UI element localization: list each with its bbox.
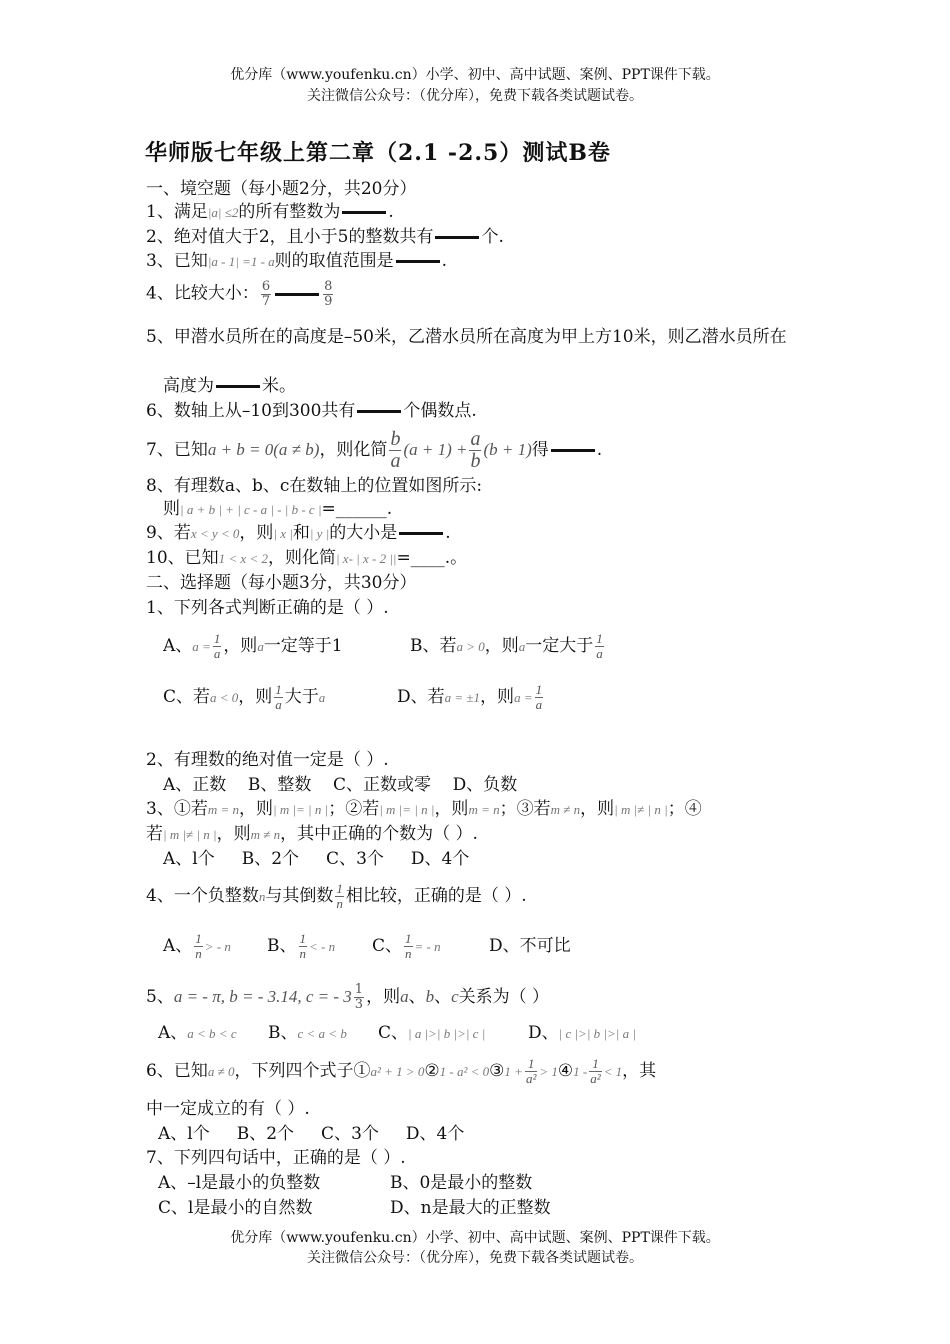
choice-q2-options: A、正数 B、整数 C、正数或零 D、负数 — [163, 775, 518, 795]
q9-text-e: . — [445, 523, 451, 543]
q2-text-a: 2、绝对值大于2，且小于5的整数共有 — [146, 227, 434, 247]
fill-question-2 — [146, 226, 504, 248]
q7-fraction-1: $\frac{b}{a}$ — [390, 428, 401, 472]
choice-question-7-stem: 7、下列四句话中，正确的是（ ）. — [146, 1148, 406, 1168]
choice-question-6-line-2: 中一定成立的有（ ）. — [146, 1099, 310, 1119]
fill-question-3 — [146, 250, 447, 273]
choice-q4-option-d: D、不可比 — [489, 936, 571, 956]
q3-text-a: 3、已知 — [146, 251, 208, 271]
q10-text-c: =____.。 — [396, 548, 468, 568]
fill-question-5: 5、甲潜水员所在的高度是–50米，乙潜水员所在高度为甲上方10米，则乙潜水员所在 — [146, 327, 787, 347]
q1b-fraction: $\frac{1}{a}$ — [596, 631, 603, 661]
q5-fraction: $\frac{1}{3}$ — [354, 982, 364, 1012]
q4-fraction-1: $\frac{6}{7}$ — [261, 279, 271, 309]
q10-math-2: | x- | x - 2 || — [335, 551, 397, 566]
page-title: 华师版七年级上第二章（2.1 -2.5）测试B卷 — [145, 140, 611, 166]
choice-question-4-stem: 4、一个负整数n与其倒数 $\frac{1}{n}$ 相比较，正确的是（ ）. — [146, 881, 527, 911]
choice-q1-option-b: B、若a > 0，则a一定大于 $\frac{1}{a}$ — [410, 631, 603, 661]
footer-line-1: 优分库（www.youfenku.cn）小学、初中、高中试题、案例、PPT课件下载。 — [230, 1230, 720, 1246]
choice-q4-option-c: C、 $\frac{1}{n}$ = - n — [372, 931, 441, 961]
q4-answer-blank — [275, 293, 319, 296]
choice-q4-option-b: B、 $\frac{1}{n}$ < - n — [267, 931, 336, 961]
q9-text-b: ，则 — [239, 523, 274, 543]
choice-q4-option-a: A、 $\frac{1}{n}$ > - n — [163, 931, 231, 961]
q1-text-c: . — [388, 202, 394, 222]
fill-question-5-cont — [163, 375, 296, 397]
q10-math-1: 1 < x < 2 — [218, 551, 268, 566]
q2-text-b: 个. — [481, 227, 504, 247]
q7-text-c: 得 — [531, 440, 549, 460]
q10-text-a: 10、已知 — [146, 548, 219, 568]
q6-fraction-2: $\frac{1}{\text{a²}}$ — [590, 1056, 601, 1086]
q1c-fraction: $\frac{1}{a}$ — [275, 682, 282, 712]
q9-answer-blank — [399, 532, 443, 535]
q7-text-b: ，则化简 — [319, 440, 388, 460]
q1-answer-blank — [342, 211, 386, 214]
section-1-heading: 一、境空题（每小题2分，共20分） — [146, 179, 417, 199]
choice-q5-option-b: B、c < a < b — [268, 1023, 347, 1043]
q6-answer-blank — [357, 410, 401, 413]
choice-q5-option-c: C、| a |>| b |>| c | — [378, 1023, 486, 1043]
choice-question-1-stem: 1、下列各式判断正确的是（ ）. — [146, 598, 389, 618]
choice-q6-options: A、l个 B、2个 C、3个 D、4个 — [158, 1124, 465, 1144]
q9-text-a: 9、若 — [146, 523, 191, 543]
q4c-fraction: $\frac{1}{n}$ — [405, 931, 412, 961]
q2-answer-blank — [435, 236, 479, 239]
q3-text-c: . — [441, 251, 448, 271]
q5-text-c: 米。 — [262, 376, 296, 396]
choice-q7-option-a: A、–l是最小的负整数 — [158, 1173, 321, 1193]
fill-question-6 — [146, 400, 477, 422]
choice-q1-option-c: C、若a < 0，则 $\frac{1}{a}$ 大于a — [163, 682, 326, 712]
q5-answer-blank — [216, 385, 260, 388]
q8-math: | a + b | + | c - a | - | b - c | — [180, 502, 322, 517]
q3-answer-blank — [396, 260, 440, 263]
q5-text-b: 高度为 — [163, 376, 214, 396]
q7-answer-blank — [551, 449, 595, 452]
section-2-heading: 二、选择题（每小题3分，共30分） — [146, 573, 417, 593]
q7-text-a: 7、已知 — [146, 440, 208, 460]
fill-question-8-cont — [163, 498, 392, 521]
choice-q1-option-a: A、a = $\frac{1}{a}$ ，则a一定等于1 — [163, 631, 343, 661]
q9-text-d: 的大小是 — [329, 523, 398, 543]
choice-question-3-line-1: 3、①若m = n，则| m |= | n |；②若| m |= | n |，则m = n；③若m ≠ n，则| m |≠ | n |；④ — [146, 799, 702, 819]
q3-text-b: 则的取值范围是 — [274, 251, 394, 271]
q6-text-a: 6、数轴上从–10到300共有 — [146, 401, 356, 421]
header-line-1: 优分库（www.youfenku.cn）小学、初中、高中试题、案例、PPT课件下载。 — [230, 67, 720, 83]
fill-question-8: 8、有理数a、b、c在数轴上的位置如图所示: — [146, 476, 483, 496]
q7-fraction-2: $\frac{a}{b}$ — [470, 428, 481, 472]
q1-text-a: 1、满足 — [146, 202, 208, 222]
q9-math-2: | x | — [273, 526, 293, 541]
q4-text-a: 4、比较大小： — [146, 283, 259, 304]
fill-question-7 — [146, 428, 602, 472]
choice-question-2-stem: 2、有理数的绝对值一定是（ ）. — [146, 750, 389, 770]
q10-text-b: ，则化简 — [267, 548, 336, 568]
q1-math: |a| ≤2 — [207, 205, 239, 220]
choice-question-5-stem: 5、a = - π, b = - 3.14, c = - 3 $\frac{1}{3}$ ，则a、b、c关系为（ ） — [146, 982, 550, 1012]
q7-text-d: . — [596, 440, 603, 460]
choice-q5-option-d: D、| c |>| b |>| a | — [528, 1023, 636, 1043]
header-line-2: 关注微信公众号：（优分库），免费下载各类试题试卷。 — [307, 88, 643, 104]
choice-q7-option-d: D、n是最大的正整数 — [390, 1198, 551, 1218]
q7-math-2: (a + 1) + — [403, 440, 468, 459]
q4a-fraction: $\frac{1}{n}$ — [195, 931, 202, 961]
fill-question-1 — [146, 201, 394, 224]
q7-math-1: a + b = 0(a ≠ b) — [207, 440, 320, 459]
q1d-fraction: $\frac{1}{a}$ — [535, 682, 543, 712]
q4b-fraction: $\frac{1}{n}$ — [299, 931, 306, 961]
fill-question-9 — [146, 522, 451, 545]
q4-stem-fraction: $\frac{1}{n}$ — [336, 881, 343, 911]
fill-question-10 — [146, 547, 467, 570]
q9-math-1: x < y < 0 — [190, 526, 240, 541]
q8-text-c: =______. — [321, 499, 393, 519]
q9-text-c: 和 — [292, 523, 310, 543]
choice-q7-option-c: C、l是最小的自然数 — [158, 1198, 313, 1218]
choice-q1-option-d: D、若a = ±1，则a = $\frac{1}{a}$ — [397, 682, 543, 712]
q3-math: |a - 1| =1 - a — [207, 254, 275, 269]
q6-text-b: 个偶数点. — [403, 401, 477, 421]
q1a-fraction: $\frac{1}{a}$ — [213, 631, 221, 661]
q9-math-3: | y | — [309, 526, 330, 541]
choice-question-6-line-1: 6、已知a ≠ 0，下列四个式子①a² + 1 > 0②1 - a² < 0③1 + $\frac{1}{\text{a²}}$ > 1④1 - $\frac{1}{\text{a²}}$ < 1，其 — [146, 1056, 657, 1086]
choice-question-3-line-2: 若| m |≠ | n |，则m ≠ n，其中正确的个数为（ ）. — [146, 824, 478, 844]
q8-text-b: 则 — [163, 499, 180, 519]
fill-question-4 — [146, 280, 335, 308]
q6-fraction-1: $\frac{1}{\text{a²}}$ — [525, 1056, 537, 1086]
footer-line-2: 关注微信公众号：（优分库），免费下载各类试题试卷。 — [307, 1250, 643, 1266]
q4-fraction-2: $\frac{8}{9}$ — [324, 279, 333, 309]
choice-q5-option-a: A、a < b < c — [158, 1023, 237, 1043]
q7-math-3: (b + 1) — [483, 440, 532, 459]
choice-q3-options: A、l个 B、2个 C、3个 D、4个 — [163, 849, 470, 869]
choice-q7-option-b: B、0是最小的整数 — [390, 1173, 533, 1193]
q1-text-b: 的所有整数为 — [238, 202, 341, 222]
